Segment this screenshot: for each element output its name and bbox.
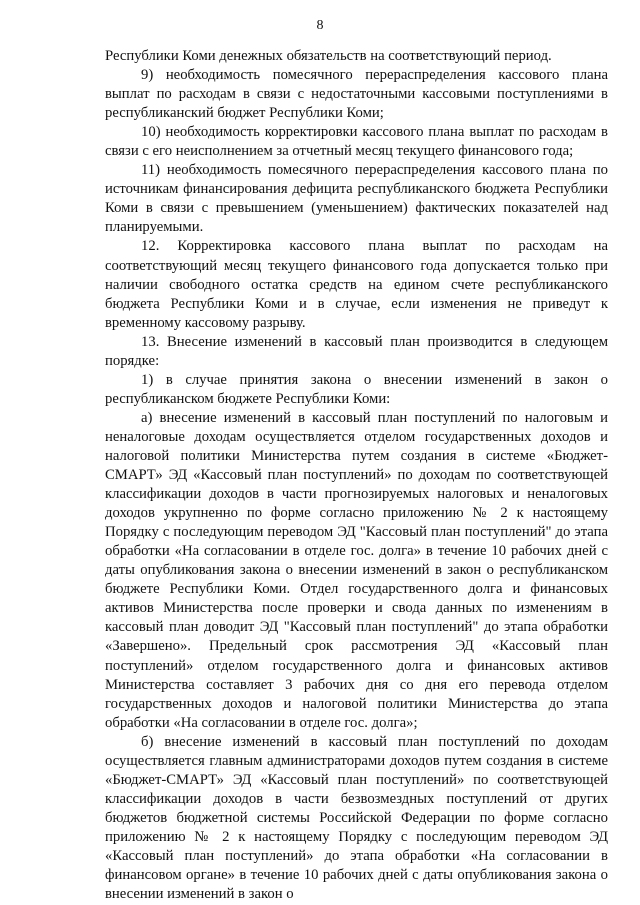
page-number: 8 (316, 18, 324, 33)
paragraph-subitem-1: 1) в случае принятия закона о внесении изменений в закон о республиканском бюджете Республики Коми: (105, 371, 608, 407)
paragraph-item-11: 11) необходимость помесячного перераспределения кассового плана по источникам финансирования дефицита республиканского бюджета Республики Коми в связи с превышением (уменьшением) фактических показателей над планируемыми. (105, 162, 608, 236)
paragraph-item-9: 9) необходимость помесячного перераспределения кассового плана выплат по расходам в связи с недостаточными кассовыми поступлениями в республиканский бюджет Республики Коми; (105, 67, 608, 122)
paragraph-continuation: Республики Коми денежных обязательств на соответствующий период. (105, 48, 552, 64)
paragraph-item-10: 10) необходимость корректировки кассового плана выплат по расходам в связи с его неисполнением за отчетный месяц текущего финансового года; (105, 124, 608, 160)
paragraph-section-13: 13. Внесение изменений в кассовый план производится в следующем порядке: (105, 333, 608, 369)
paragraph-subitem-b: б) внесение изменений в кассовый план поступлений по доходам осуществляется главным администраторами доходов путем создания в системе «Бюджет-СМАРТ» ЭД «Кассовый план поступлений» по соответствующей классификации доходов в части безвозмездных поступлений от других бюджетов бюджетной системы Российской Федерации по форме согласно приложению № 2 к настоящему Порядку с последующим переводом ЭД «Кассовый план поступлений» до этапа обработки «На согласовании в финансовом органе» в течение 10 рабочих дней с даты опубликования закона о внесении изменений в закон о (105, 733, 608, 903)
paragraph-subitem-a: а) внесение изменений в кассовый план поступлений по налоговым и неналоговые доходам осуществляется отделом государственных доходов и налоговой политики Министерства путем создания в системе «Бюджет-СМАРТ» ЭД «Кассовый план поступлений» по доходам по соответствующей классификации доходов в части прогнозируемых налоговых и неналоговых доходов укрупненно по форме согласно приложению № 2 к настоящему Порядку с последующим переводом ЭД "Кассовый план поступлений" до этапа обработки «На согласовании в отделе гос. долга» в течение 10 рабочих дней с даты опубликования закона о внесении изменений в закон о республиканском бюджете Республики Коми. Отдел государственного долга и финансовых активов Министерства после проверки и свода данных по изменениям в кассовый план доводит ЭД "Кассовый план поступлений" до этапа обработки «Завершено». Предельный срок рассмотрения ЭД «Кассовый план поступлений» отделом государственного долга и финансовых активов Министерства составляет 3 рабочих дня со дня его перевода отделом государственных доходов и налоговой политики Министерства до этапа обработки «На согласовании в отделе гос. долга»; (105, 409, 608, 731)
paragraph-section-12: 12. Корректировка кассового плана выплат по расходам на соответствующий месяц текущего финансового года допускается только при наличии свободного остатка средств на едином счете республиканского бюджета Республики Коми и в случае, если изменения не приведут к временному кассовому разрыву. (105, 238, 608, 331)
document-body (105, 47, 608, 904)
